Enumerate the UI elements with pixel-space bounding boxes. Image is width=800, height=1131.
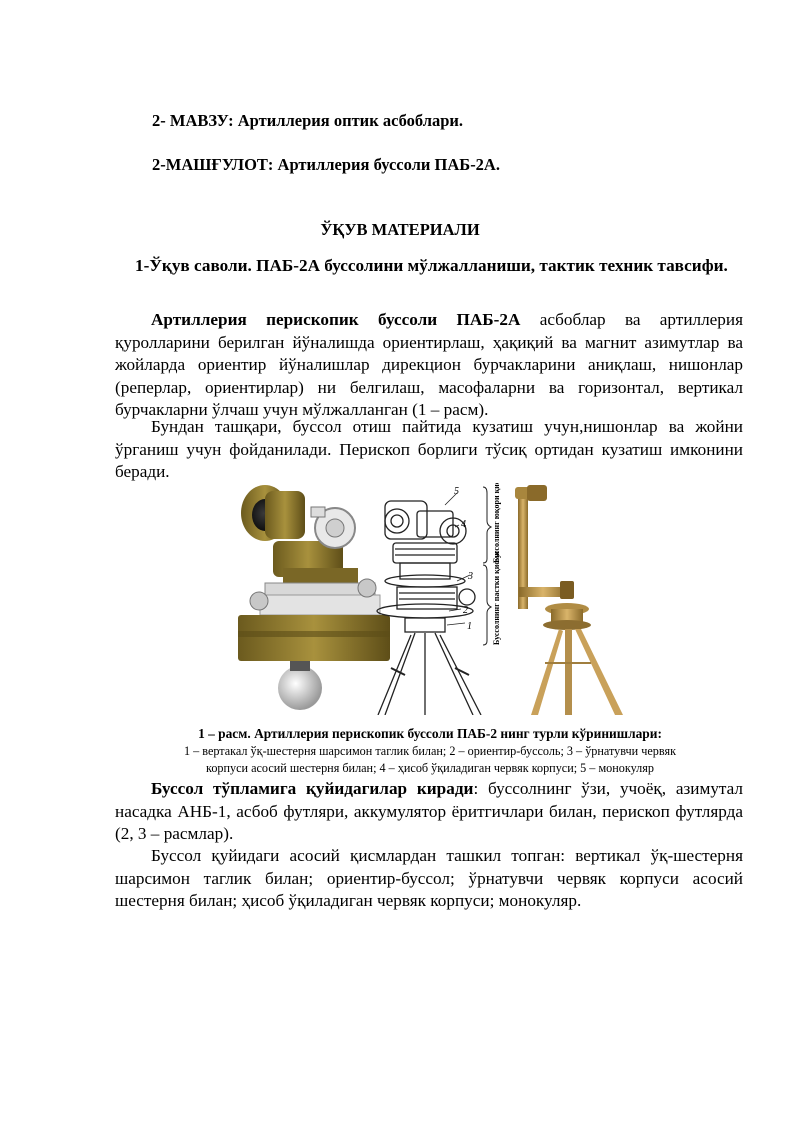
upper-bracket bbox=[483, 487, 491, 563]
part-label-2: 2 bbox=[463, 605, 468, 616]
lower-bracket-label: Буссолнинг пастки қисми bbox=[492, 551, 501, 645]
paragraph-purpose-text: асбоблар ва артиллерия қуролларини берилган йўналишда ориентирлаш, ҳақиқий ва магнит азимутлар ва жойларда ориентир йўналишлар дирекцион бурчакларини аниқлаш, нишонлар (реперлар, ориентирлар) ни белгилаш, масофаларни ва горизонтал, вертикал бурчакларни ўлчаш учун мўлжалланган (1 – расм). bbox=[115, 310, 743, 419]
lesson-heading: 2-МАШҒУЛОТ: Артиллерия буссоли ПАБ-2А. bbox=[152, 155, 500, 174]
part-label-4: 4 bbox=[461, 519, 466, 530]
lower-bracket bbox=[483, 565, 491, 645]
caption-line-1: 1 – вертакал ўқ-шестерня шарсимон таглик билан; 2 – ориентир-буссоль; 3 – ўрнатувчи червяк bbox=[183, 744, 677, 758]
figure-caption bbox=[110, 725, 750, 777]
paragraph-kit bbox=[115, 778, 743, 846]
paragraph-purpose-bold: Артиллерия перископик буссоли ПАБ-2А bbox=[151, 310, 521, 329]
upper-bracket-label: Буссолнинг юқори қисми bbox=[492, 483, 501, 563]
compass-photo bbox=[238, 485, 390, 710]
question-heading: 1-Ўқув саволи. ПАБ-2А буссолини мўлжалланиши, тактик техник тавсифи. bbox=[135, 256, 728, 275]
topic-heading: 2- МАВЗУ: Артиллерия оптик асбоблари. bbox=[152, 111, 464, 130]
caption-line-2: корпуси асосий шестерня билан; 4 – ҳисоб ўқиладиган червяк корпуси; 5 – монокуляр bbox=[206, 761, 654, 775]
paragraph-kit-text: : буссолнинг ўзи, учоёқ, азимутал насадка АНБ-1, асбоб футляри, аккумулятор ёритгичлари билан, перископ футлярда (2, 3 – расмлар). bbox=[115, 779, 743, 843]
paragraph-parts: Буссол қуйидаги асосий қисмлардан ташкил топган: вертикал ўқ-шестерня шарсимон таглик билан; ориентир-буссол; ўрнатувчи червяк корпуси асосий шестерня билан; ҳисоб ўқиладиган червяк корпуси; монокуляр. bbox=[115, 846, 743, 910]
paragraph-kit-bold: Буссол тўпламига қуйидагилар киради bbox=[151, 779, 474, 798]
part-label-5: 5 bbox=[454, 486, 459, 497]
part-label-3: 3 bbox=[468, 571, 473, 582]
caption-title: 1 – расм. Артиллерия перископик буссоли ПАБ-2 нинг турли кўринишлари: bbox=[198, 726, 662, 741]
part-label-1: 1 bbox=[467, 621, 472, 632]
compass-figure bbox=[235, 483, 625, 715]
periscope-photo bbox=[515, 485, 623, 715]
material-heading: ЎҚУВ МАТЕРИАЛИ bbox=[320, 220, 480, 239]
paragraph-purpose bbox=[115, 309, 743, 422]
paragraph-usage: Бундан ташқари, буссол отиш пайтида кузатиш учун,нишонлар ва жойни ўрганиш учун фойданилади. Перископ борлиги тўсиқ ортидан кузатиш имконини беради. bbox=[115, 417, 743, 481]
